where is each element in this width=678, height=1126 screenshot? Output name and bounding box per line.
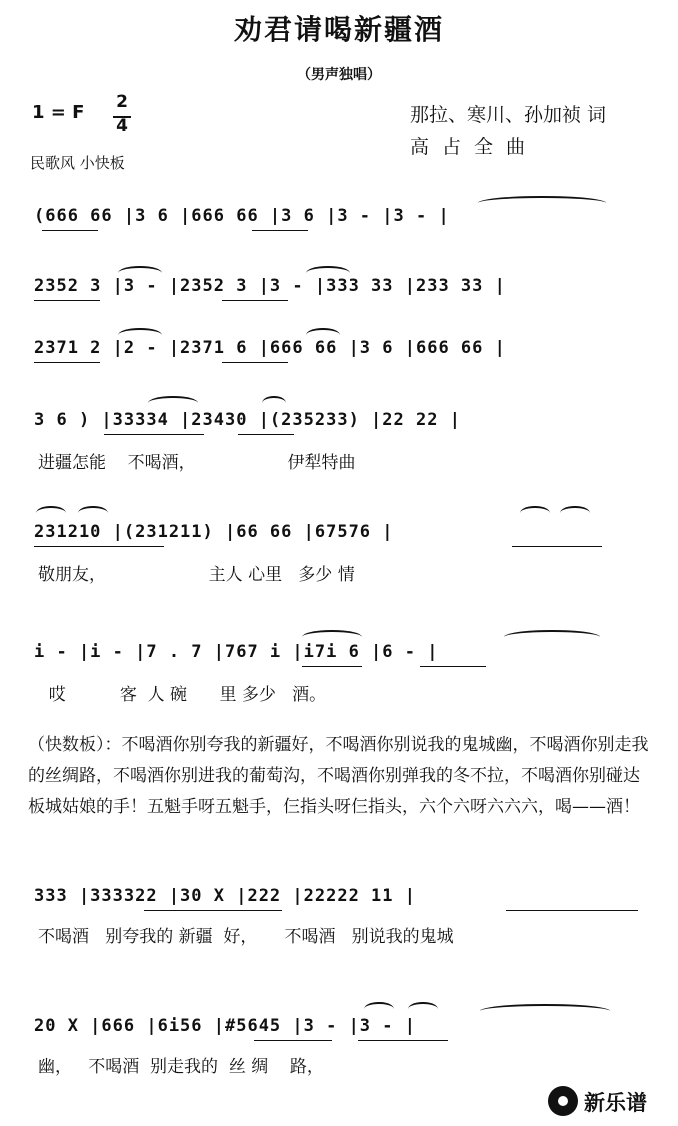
slur-mark <box>560 506 590 520</box>
slur-mark <box>478 196 606 210</box>
underline-mark <box>222 300 288 301</box>
lyrics-line: 幽， 不喝酒 别走我的 丝 绸 路， <box>38 1057 324 1077</box>
underline-mark <box>34 300 100 301</box>
lyrics-line: 不喝酒 别夸我的 新疆 好， 不喝酒 别说我的鬼城 <box>38 927 454 947</box>
notation-line: (666 66 |3 6 |666 66 |3 6 |3 - |3 - | <box>34 206 450 226</box>
slur-mark <box>408 1002 438 1016</box>
notation-line: i - |i - |7 . 7 |767 i |i7i 6 |6 - | <box>34 642 439 662</box>
time-signature-bottom: 4 <box>116 116 128 136</box>
slur-mark <box>302 630 362 644</box>
key-signature: 1 = F <box>32 102 85 123</box>
underline-mark <box>302 666 362 667</box>
underline-mark <box>420 666 486 667</box>
notation-line: 2371 2 |2 - |2371 6 |666 66 |3 6 |666 66 | <box>34 338 506 358</box>
underline-mark <box>506 910 638 911</box>
slur-mark <box>480 1004 610 1018</box>
slur-mark <box>148 396 198 410</box>
slur-mark <box>504 630 600 644</box>
underline-mark <box>34 546 164 547</box>
slur-mark <box>36 506 66 520</box>
lyrics-line: 进疆怎能 不喝酒， 伊犁特曲 <box>38 453 356 473</box>
composer-credit: 高占全曲 <box>410 136 539 158</box>
underline-mark <box>512 546 602 547</box>
underline-mark <box>34 362 100 363</box>
slur-mark <box>306 266 350 280</box>
lyrics-line: 哎 客 人 碗 里 多少 酒。 <box>38 685 327 705</box>
spoken-section: （快数板）：不喝酒你别夸我的新疆好，不喝酒你别说我的鬼城幽，不喝酒你别走我的丝绸路，不喝酒你别进我的葡萄沟，不喝酒你别弹我的冬不拉，不喝酒你别碰达板城姑娘的手！五魁手呀五魁手，仨指头呀仨指头，六个六呀六六六，喝——酒！ <box>28 735 649 817</box>
notation-line: 3 6 ) |33334 |23430 |(235233) |22 22 | <box>34 410 461 430</box>
slur-mark <box>262 396 286 410</box>
notation-line: 231210 |(231211) |66 66 |67576 | <box>34 522 394 542</box>
song-subtitle: （男声独唱） <box>297 67 381 83</box>
time-signature-top: 2 <box>116 92 128 112</box>
underline-mark <box>238 434 294 435</box>
tempo-style-mark: 民歌风 小快板 <box>30 154 125 172</box>
notation-line: 333 |333322 |30 X |222 |22222 11 | <box>34 886 416 906</box>
slur-mark <box>118 328 162 342</box>
disc-icon <box>548 1086 578 1116</box>
notation-line: 20 X |666 |6i56 |#5645 |3 - |3 - | <box>34 1016 416 1036</box>
site-logo-text: 新乐谱 <box>584 1091 647 1115</box>
underline-mark <box>252 230 308 231</box>
song-title: 劝君请喝新疆酒 <box>233 13 444 46</box>
underline-mark <box>222 362 288 363</box>
underline-mark <box>42 230 98 231</box>
slur-mark <box>306 328 340 342</box>
lyrics-line: 敬朋友， 主人 心里 多少 情 <box>38 565 355 585</box>
lyricist-credit: 那拉、寒川、孙加祯 词 <box>410 104 607 126</box>
underline-mark <box>144 910 282 911</box>
slur-mark <box>78 506 108 520</box>
underline-mark <box>104 434 204 435</box>
underline-mark <box>254 1040 332 1041</box>
underline-mark <box>358 1040 448 1041</box>
notation-line: 2352 3 |3 - |2352 3 |3 - |333 33 |233 33 | <box>34 276 506 296</box>
slur-mark <box>118 266 162 280</box>
slur-mark <box>520 506 550 520</box>
slur-mark <box>364 1002 394 1016</box>
